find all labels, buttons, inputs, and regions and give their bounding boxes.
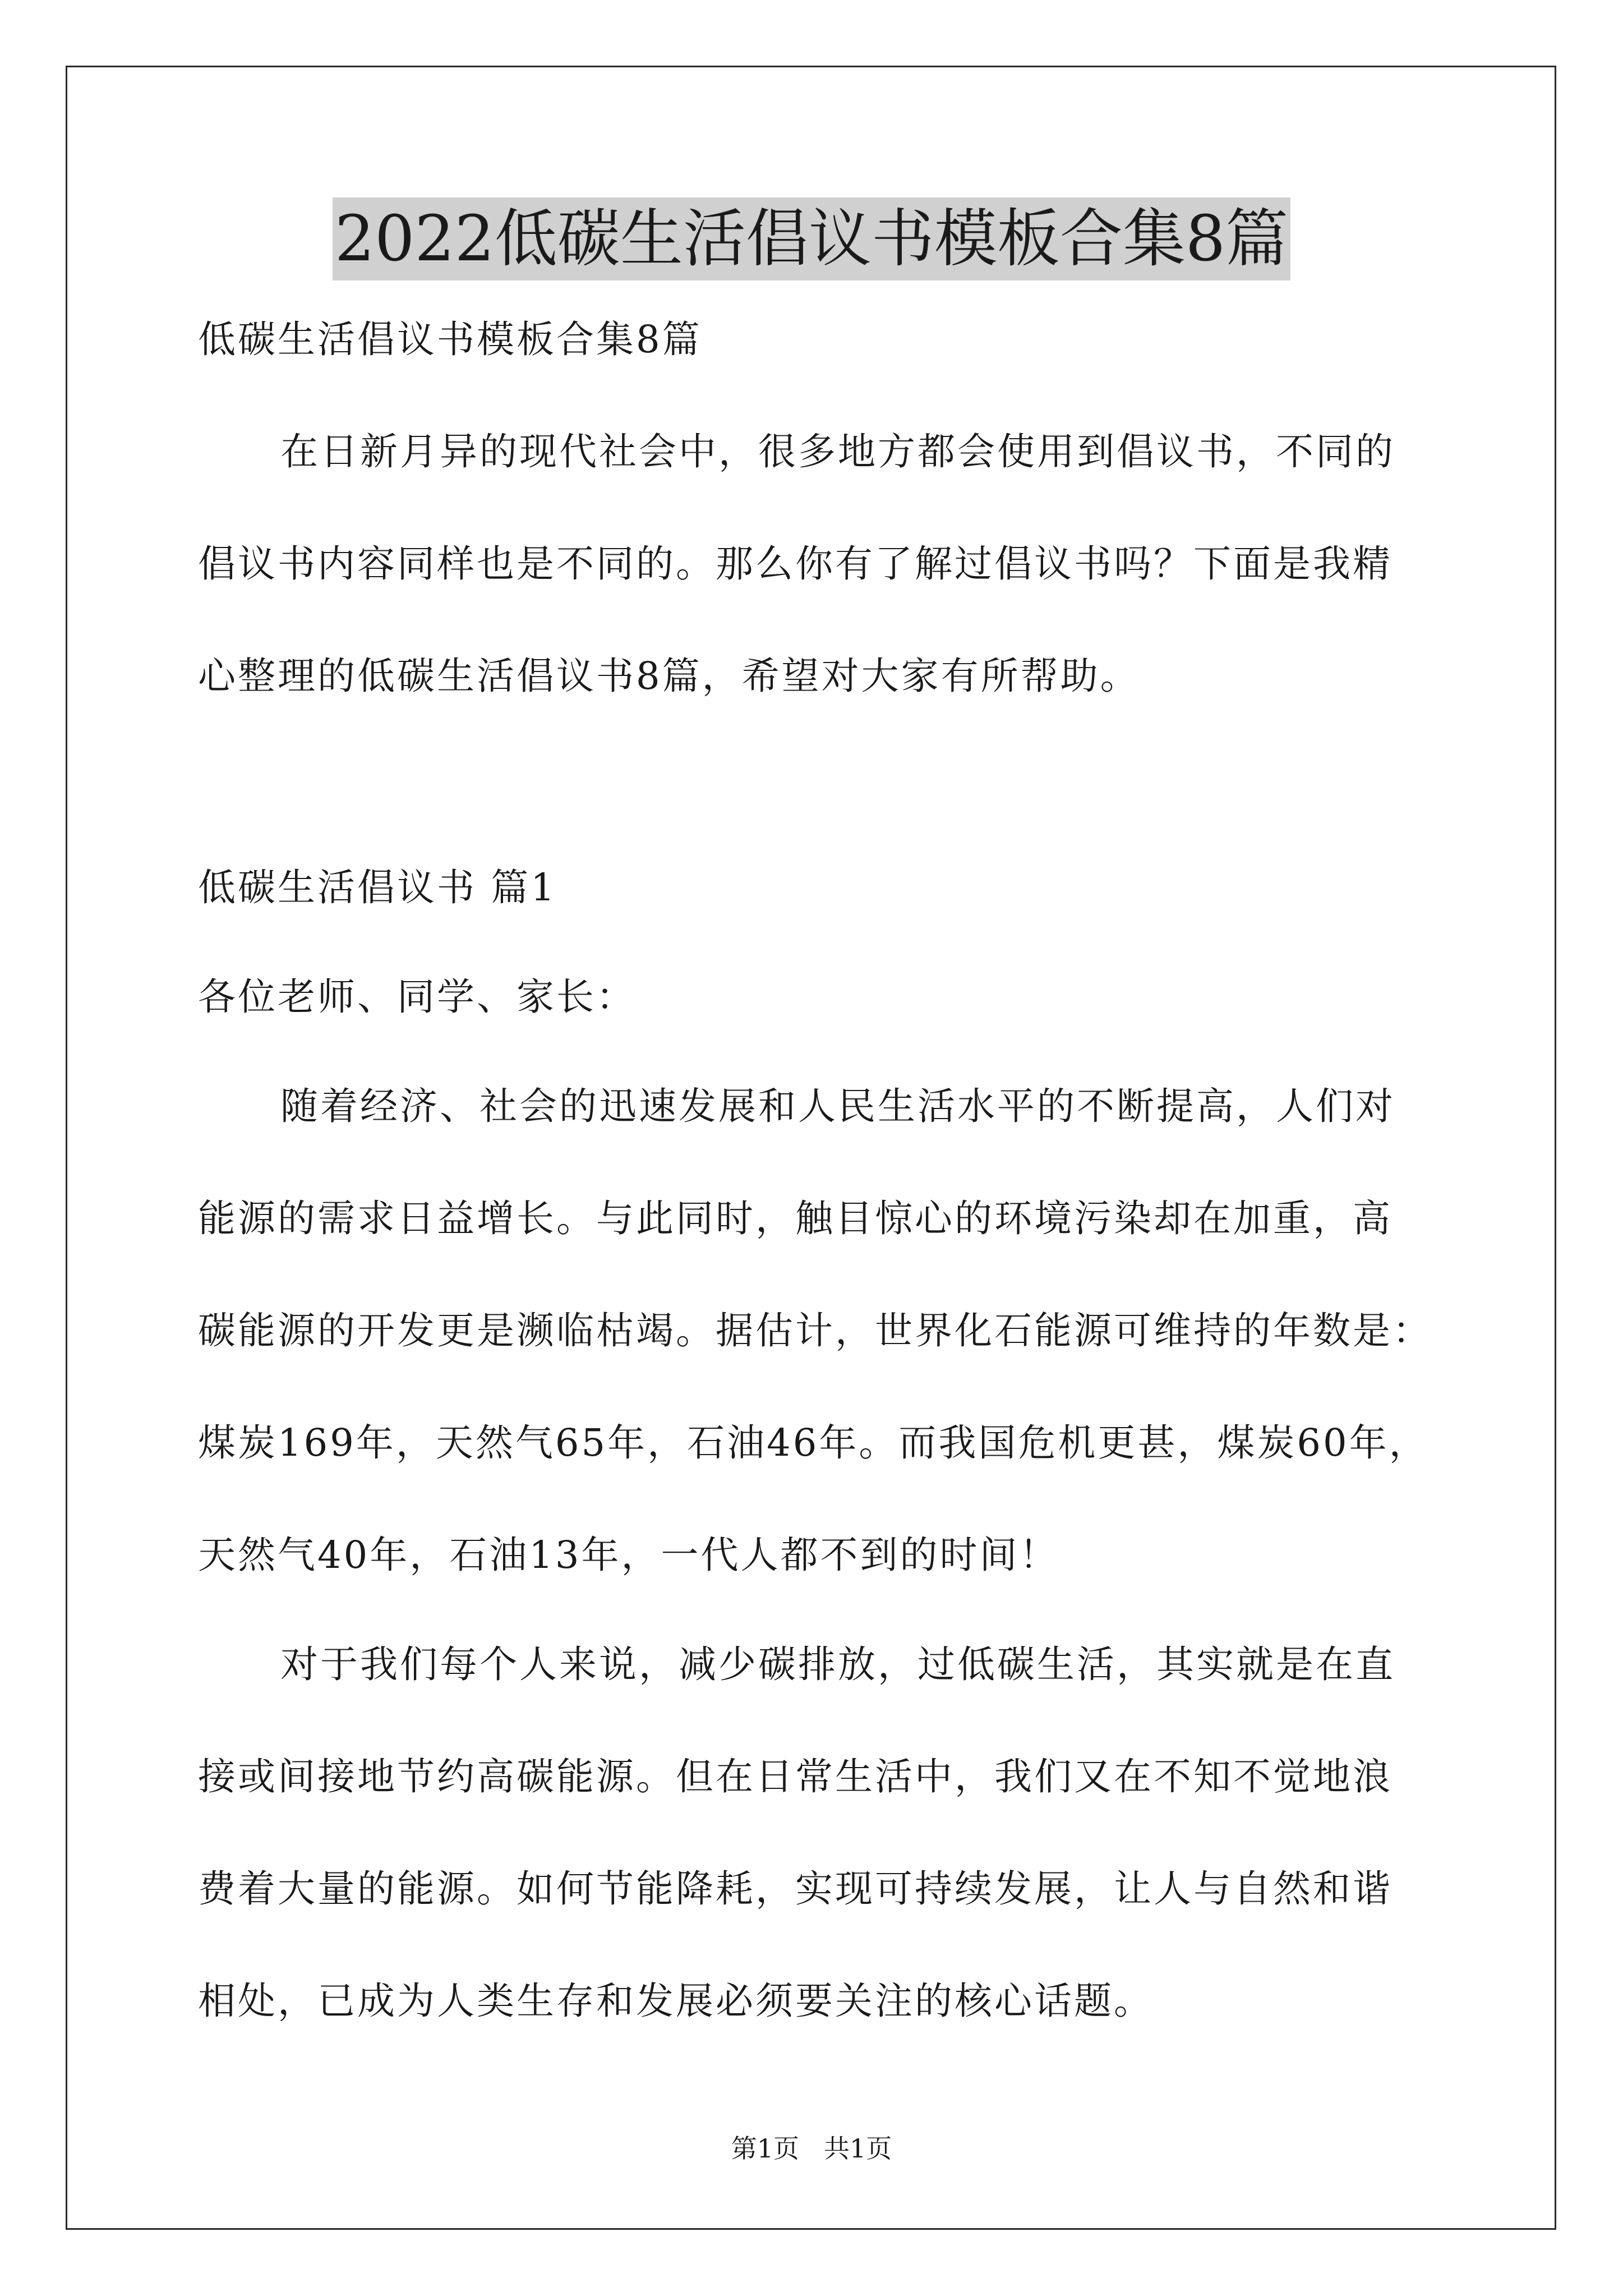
intro-line: 倡议书内容同样也是不同的。那么你有了解过倡议书吗？下面是我精 (198, 542, 1393, 586)
subtitle: 低碳生活倡议书模板合集8篇 (198, 318, 702, 361)
intro-line: 心整理的低碳生活倡议书8篇，希望对大家有所帮助。 (198, 654, 1140, 698)
paragraph-line: 接或间接地节约高碳能源。但在日常生活中，我们又在不知不觉地浪 (198, 1755, 1393, 1798)
paragraph-line: 碳能源的开发更是濒临枯竭。据估计，世界化石能源可维持的年数是： (198, 1309, 1432, 1352)
document-title: 2022低碳生活倡议书模板合集8篇 (333, 197, 1290, 280)
paragraph-line: 随着经济、社会的迅速发展和人民生活水平的不断提高，人们对 (280, 1084, 1395, 1128)
page-total: 共1页 (824, 2133, 892, 2164)
intro-line: 在日新月异的现代社会中，很多地方都会使用到倡议书，不同的 (280, 430, 1395, 473)
section-heading: 低碳生活倡议书 篇1 (198, 866, 557, 909)
paragraph-line: 对于我们每个人来说，减少碳排放，过低碳生活，其实就是在直 (280, 1642, 1395, 1686)
intro-paragraph (198, 424, 1443, 704)
paragraph-line: 能源的需求日益增长。与此同时，触目惊心的环境污染却在加重，高 (198, 1197, 1393, 1240)
title-container (0, 197, 1623, 280)
document-body (198, 311, 1443, 2029)
paragraph-line: 相处，已成为人类生存和发展必须要关注的核心话题。 (198, 1979, 1154, 2023)
page-footer (0, 2132, 1623, 2165)
salutation: 各位老师、同学、家长： (198, 975, 636, 1019)
page-number: 第1页 (731, 2133, 799, 2164)
paragraph-line: 煤炭169年，天然气65年，石油46年。而我国危机更甚，煤炭60年， (198, 1421, 1429, 1465)
paragraph-1 (198, 1078, 1443, 1583)
paragraph-line: 天然气40年，石油13年，一代人都不到的时间！ (198, 1533, 1059, 1577)
paragraph-line: 费着大量的能源。如何节能降耗，实现可持续发展，让人与自然和谐 (198, 1867, 1393, 1911)
paragraph-2 (198, 1636, 1443, 2029)
